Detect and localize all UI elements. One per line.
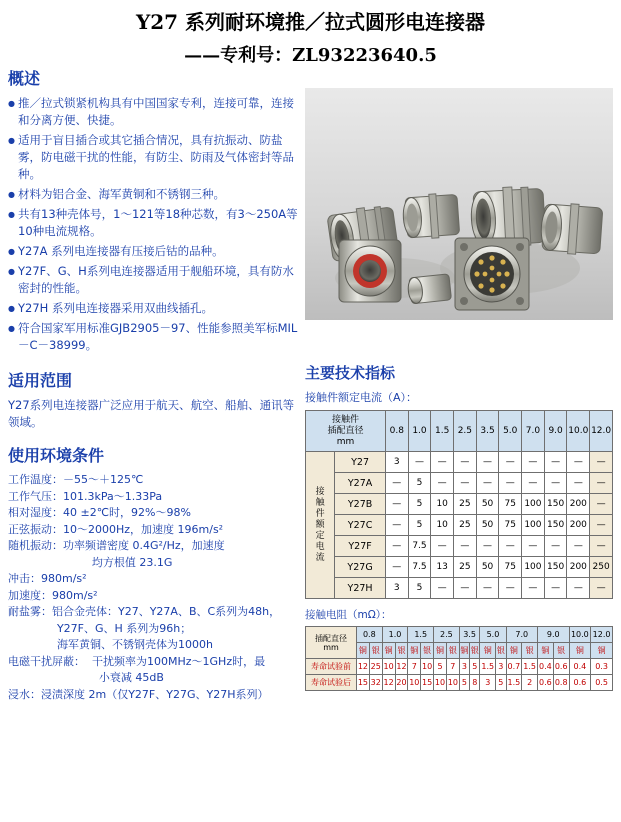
table-row (306, 494, 613, 515)
cell: 50 (476, 557, 499, 578)
cell: — (431, 578, 454, 599)
cell: 10 (382, 659, 395, 675)
cell: 100 (522, 557, 545, 578)
environment-list (8, 472, 298, 703)
list-item: 冲击：980m/s² (8, 572, 87, 585)
cell: — (590, 515, 613, 536)
row-label: Y27B (335, 494, 386, 515)
cell: 75 (499, 557, 522, 578)
cell: 5 (408, 515, 431, 536)
cell: 10 (421, 659, 434, 675)
cell: — (499, 578, 522, 599)
cell: 10 (431, 515, 454, 536)
cell: 10 (434, 675, 447, 691)
material-header: 铜 (434, 643, 447, 659)
list-item: ● Y27A 系列电连接器有压接后钴的品种。 (8, 243, 298, 260)
group-header: 3.5 (459, 627, 480, 643)
table-row (306, 411, 613, 452)
col-header: 0.8 (385, 411, 408, 452)
cell: 150 (544, 557, 567, 578)
cell: 7 (446, 659, 459, 675)
environment-heading: 使用环境条件 (8, 446, 105, 465)
cell: 1.5 (506, 675, 522, 691)
material-header: 银 (369, 643, 382, 659)
row-label: Y27C (335, 515, 386, 536)
cell: 10 (431, 494, 454, 515)
cell: 3 (459, 659, 469, 675)
cell: 3 (385, 452, 408, 473)
cell: 12 (395, 659, 408, 675)
scope-heading: 适用范围 (8, 371, 73, 390)
table-row (306, 515, 613, 536)
list-item: 相对湿度：40 ±2℃时，92%～98% (8, 506, 191, 519)
col-header: 12.0 (590, 411, 613, 452)
material-header: 铜 (569, 643, 591, 659)
cell: — (590, 536, 613, 557)
cell: — (408, 452, 431, 473)
cell: 5 (496, 675, 506, 691)
cell: 7.5 (408, 557, 431, 578)
cell: 1.5 (522, 659, 538, 675)
table-row (306, 659, 613, 675)
specs-heading: 主要技术指标 (305, 364, 396, 382)
cell: — (544, 578, 567, 599)
scope-text: Y27系列电连接器广泛应用于航天、航空、船舶、通讯等领域。 (8, 398, 295, 429)
list-item: 耐盐雾：铝合金壳体：Y27、Y27A、B、C系列为48h， (8, 605, 281, 618)
page-title: Y27 系列耐环境推／拉式圆形电连接器 (135, 10, 486, 34)
col-header: 1.5 (431, 411, 454, 452)
cell: — (522, 536, 545, 557)
material-header: 银 (553, 643, 569, 659)
cell: 20 (395, 675, 408, 691)
cell: — (567, 473, 590, 494)
cell: — (385, 536, 408, 557)
material-header: 银 (470, 643, 480, 659)
list-item: 电磁干扰屏蔽： 干扰频率为100MHz～1GHz时，最 (8, 654, 266, 668)
cell: 25 (454, 494, 477, 515)
group-header: 9.0 (538, 627, 570, 643)
material-header: 铜 (506, 643, 522, 659)
scope-section (8, 368, 298, 431)
table-row (306, 473, 613, 494)
cell: — (476, 578, 499, 599)
cell: 3 (480, 675, 496, 691)
table-row (306, 578, 613, 599)
cell: — (431, 536, 454, 557)
cell: 200 (567, 494, 590, 515)
cell: — (454, 536, 477, 557)
material-header: 铜 (591, 643, 613, 659)
product-photo (305, 88, 613, 320)
cell: 25 (369, 659, 382, 675)
cell: — (385, 473, 408, 494)
group-header: 1.0 (382, 627, 408, 643)
cell: — (385, 494, 408, 515)
contact-resistance-table (305, 626, 613, 691)
row-label: Y27H (335, 578, 386, 599)
cell: — (590, 494, 613, 515)
overview-bullet-list (8, 95, 298, 354)
col-header: 7.0 (522, 411, 545, 452)
list-item: ● 适用于盲目插合或其它插合情况，具有抗振动、防盐雾，防电磁干扰的性能，有防尘、防雨及气体密封等品种。 (8, 132, 298, 183)
list-item: ● 共有13种壳体号，1～121等18种芯数，有3～250A等10种电流规格。 (8, 206, 298, 240)
row-label: Y27F (335, 536, 386, 557)
cell: 5 (434, 659, 447, 675)
corner-line-3: mm (336, 436, 355, 447)
cell: 0.6 (569, 675, 591, 691)
group-header: 7.0 (506, 627, 538, 643)
cell: — (544, 473, 567, 494)
col-header: 3.5 (476, 411, 499, 452)
cell: — (544, 536, 567, 557)
cell: 0.5 (591, 675, 613, 691)
material-header: 铜 (480, 643, 496, 659)
title-block (0, 0, 621, 67)
corner-line-1: 接触件 (331, 414, 359, 425)
cell: — (567, 452, 590, 473)
cell: — (522, 578, 545, 599)
material-header: 银 (522, 643, 538, 659)
cell: — (590, 452, 613, 473)
cell: 100 (522, 515, 545, 536)
cell: 15 (421, 675, 434, 691)
specs-column (305, 362, 615, 691)
cell: 12 (382, 675, 395, 691)
cell: 150 (544, 494, 567, 515)
list-item: ● 推／拉式锁紧机构具有中国国家专利，连接可靠，连接和分离方便、快捷。 (8, 95, 298, 129)
material-header: 银 (421, 643, 434, 659)
material-header: 铜 (538, 643, 554, 659)
cell: — (499, 536, 522, 557)
col-header: 2.5 (454, 411, 477, 452)
group-header: 12.0 (591, 627, 613, 643)
cell: — (476, 452, 499, 473)
list-item: 小衰减 45dB (8, 671, 164, 684)
table-corner-label: 插配直径 mm (306, 627, 357, 659)
cell: 7.5 (408, 536, 431, 557)
row-label: Y27A (335, 473, 386, 494)
col-header: 1.0 (408, 411, 431, 452)
cell: 0.7 (506, 659, 522, 675)
table-row (306, 627, 613, 643)
cell: 3 (385, 578, 408, 599)
cell: — (544, 452, 567, 473)
cell: 12 (357, 659, 370, 675)
row-label: 寿命试验前 (306, 659, 357, 675)
cell: 32 (369, 675, 382, 691)
cell: 150 (544, 515, 567, 536)
cell: 0.4 (569, 659, 591, 675)
list-item: 正弦振动：10～2000Hz，加速度 196m/s² (8, 522, 224, 536)
overview-heading: 概述 (8, 69, 41, 88)
cell: 13 (431, 557, 454, 578)
table-row (306, 675, 613, 691)
cell: — (454, 578, 477, 599)
cell: — (454, 473, 477, 494)
table-row (306, 452, 613, 473)
cell: — (567, 578, 590, 599)
cell: 75 (499, 494, 522, 515)
material-header: 铜 (408, 643, 421, 659)
list-item: ● 符合国家军用标准GJB2905－97、性能参照美军标MIL－C－38999。 (8, 320, 298, 354)
row-group-label: 接 触 件 额 定 电 流 (306, 452, 335, 599)
group-header: 0.8 (357, 627, 383, 643)
list-item: 工作温度：－55～＋125℃ (8, 473, 144, 486)
cell: 25 (454, 515, 477, 536)
cell: 5 (470, 659, 480, 675)
material-header: 银 (446, 643, 459, 659)
current-table-caption: 接触件额定电流（A）： (305, 391, 418, 404)
cell: 10 (446, 675, 459, 691)
list-item: Y27F、G、H 系列为96h； (8, 621, 192, 635)
cell: 0.4 (538, 659, 554, 675)
cell: — (567, 536, 590, 557)
table-row (306, 536, 613, 557)
table-row (306, 557, 613, 578)
material-header: 铜 (357, 643, 370, 659)
cell: — (590, 578, 613, 599)
cell: — (499, 452, 522, 473)
left-column (8, 66, 298, 713)
list-item: 加速度：980m/s² (8, 588, 98, 602)
list-item: 工作气压：101.3kPa～1.33Pa (8, 489, 163, 503)
col-header: 9.0 (544, 411, 567, 452)
material-header: 铜 (382, 643, 395, 659)
list-item: 浸水：浸渍深度 2m（仅Y27F、Y27G、Y27H系列） (8, 687, 269, 701)
cell: 200 (567, 515, 590, 536)
cell: 50 (476, 515, 499, 536)
cell: — (385, 557, 408, 578)
list-item: ● 材料为铝合金、海军黄铜和不锈钢三种。 (8, 186, 298, 203)
cell: 25 (454, 557, 477, 578)
row-label: Y27G (335, 557, 386, 578)
rated-current-table (305, 410, 613, 599)
cell: 0.8 (553, 675, 569, 691)
overview-section (8, 66, 298, 354)
cell: 0.3 (591, 659, 613, 675)
cell: 8 (470, 675, 480, 691)
cell: — (522, 473, 545, 494)
cell: 75 (499, 515, 522, 536)
list-item: 均方根值 23.1G (8, 555, 173, 569)
cell: 3 (496, 659, 506, 675)
material-header: 铜 (459, 643, 469, 659)
cell: 10 (408, 675, 421, 691)
cell: 200 (567, 557, 590, 578)
group-header: 2.5 (434, 627, 460, 643)
cell: 2 (522, 675, 538, 691)
cell: 5 (459, 675, 469, 691)
list-item: ● Y27H 系列电连接器采用双曲线插孔。 (8, 300, 298, 317)
col-header: 10.0 (567, 411, 590, 452)
cell: 15 (357, 675, 370, 691)
col-header: 5.0 (499, 411, 522, 452)
environment-section (8, 443, 298, 703)
cell: — (431, 473, 454, 494)
cell: — (476, 473, 499, 494)
row-label: Y27 (335, 452, 386, 473)
cell: — (499, 473, 522, 494)
cell: 5 (408, 473, 431, 494)
row-label: 寿命试验后 (306, 675, 357, 691)
material-header: 银 (395, 643, 408, 659)
page-subtitle: ——专利号：ZL93223640.5 (184, 45, 437, 66)
resistance-table-caption: 接触电阻（mΩ）： (305, 609, 392, 621)
cell: — (522, 452, 545, 473)
group-header: 5.0 (480, 627, 506, 643)
cell: 1.5 (480, 659, 496, 675)
cell: 250 (590, 557, 613, 578)
cell: — (385, 515, 408, 536)
cell: 100 (522, 494, 545, 515)
table-corner-label (306, 411, 386, 452)
cell: 0.6 (538, 675, 554, 691)
cell: — (590, 473, 613, 494)
list-item: 随机振动：功率频谱密度 0.4G²/Hz，加速度 (8, 539, 225, 552)
group-header: 1.5 (408, 627, 434, 643)
cell: — (454, 452, 477, 473)
list-item: ● Y27F、G、H系列电连接器适用于舰船环境，具有防水密封的性能。 (8, 263, 298, 297)
group-header: 10.0 (569, 627, 591, 643)
material-header: 银 (496, 643, 506, 659)
cell: 7 (408, 659, 421, 675)
cell: 5 (408, 578, 431, 599)
corner-line-2: 插配直径 (327, 425, 364, 436)
list-item: 海军黄铜、不锈钢壳体为1000h (8, 638, 213, 651)
cell: 5 (408, 494, 431, 515)
cell: — (476, 536, 499, 557)
cell: 50 (476, 494, 499, 515)
cell: — (431, 452, 454, 473)
cell: 0.6 (553, 659, 569, 675)
